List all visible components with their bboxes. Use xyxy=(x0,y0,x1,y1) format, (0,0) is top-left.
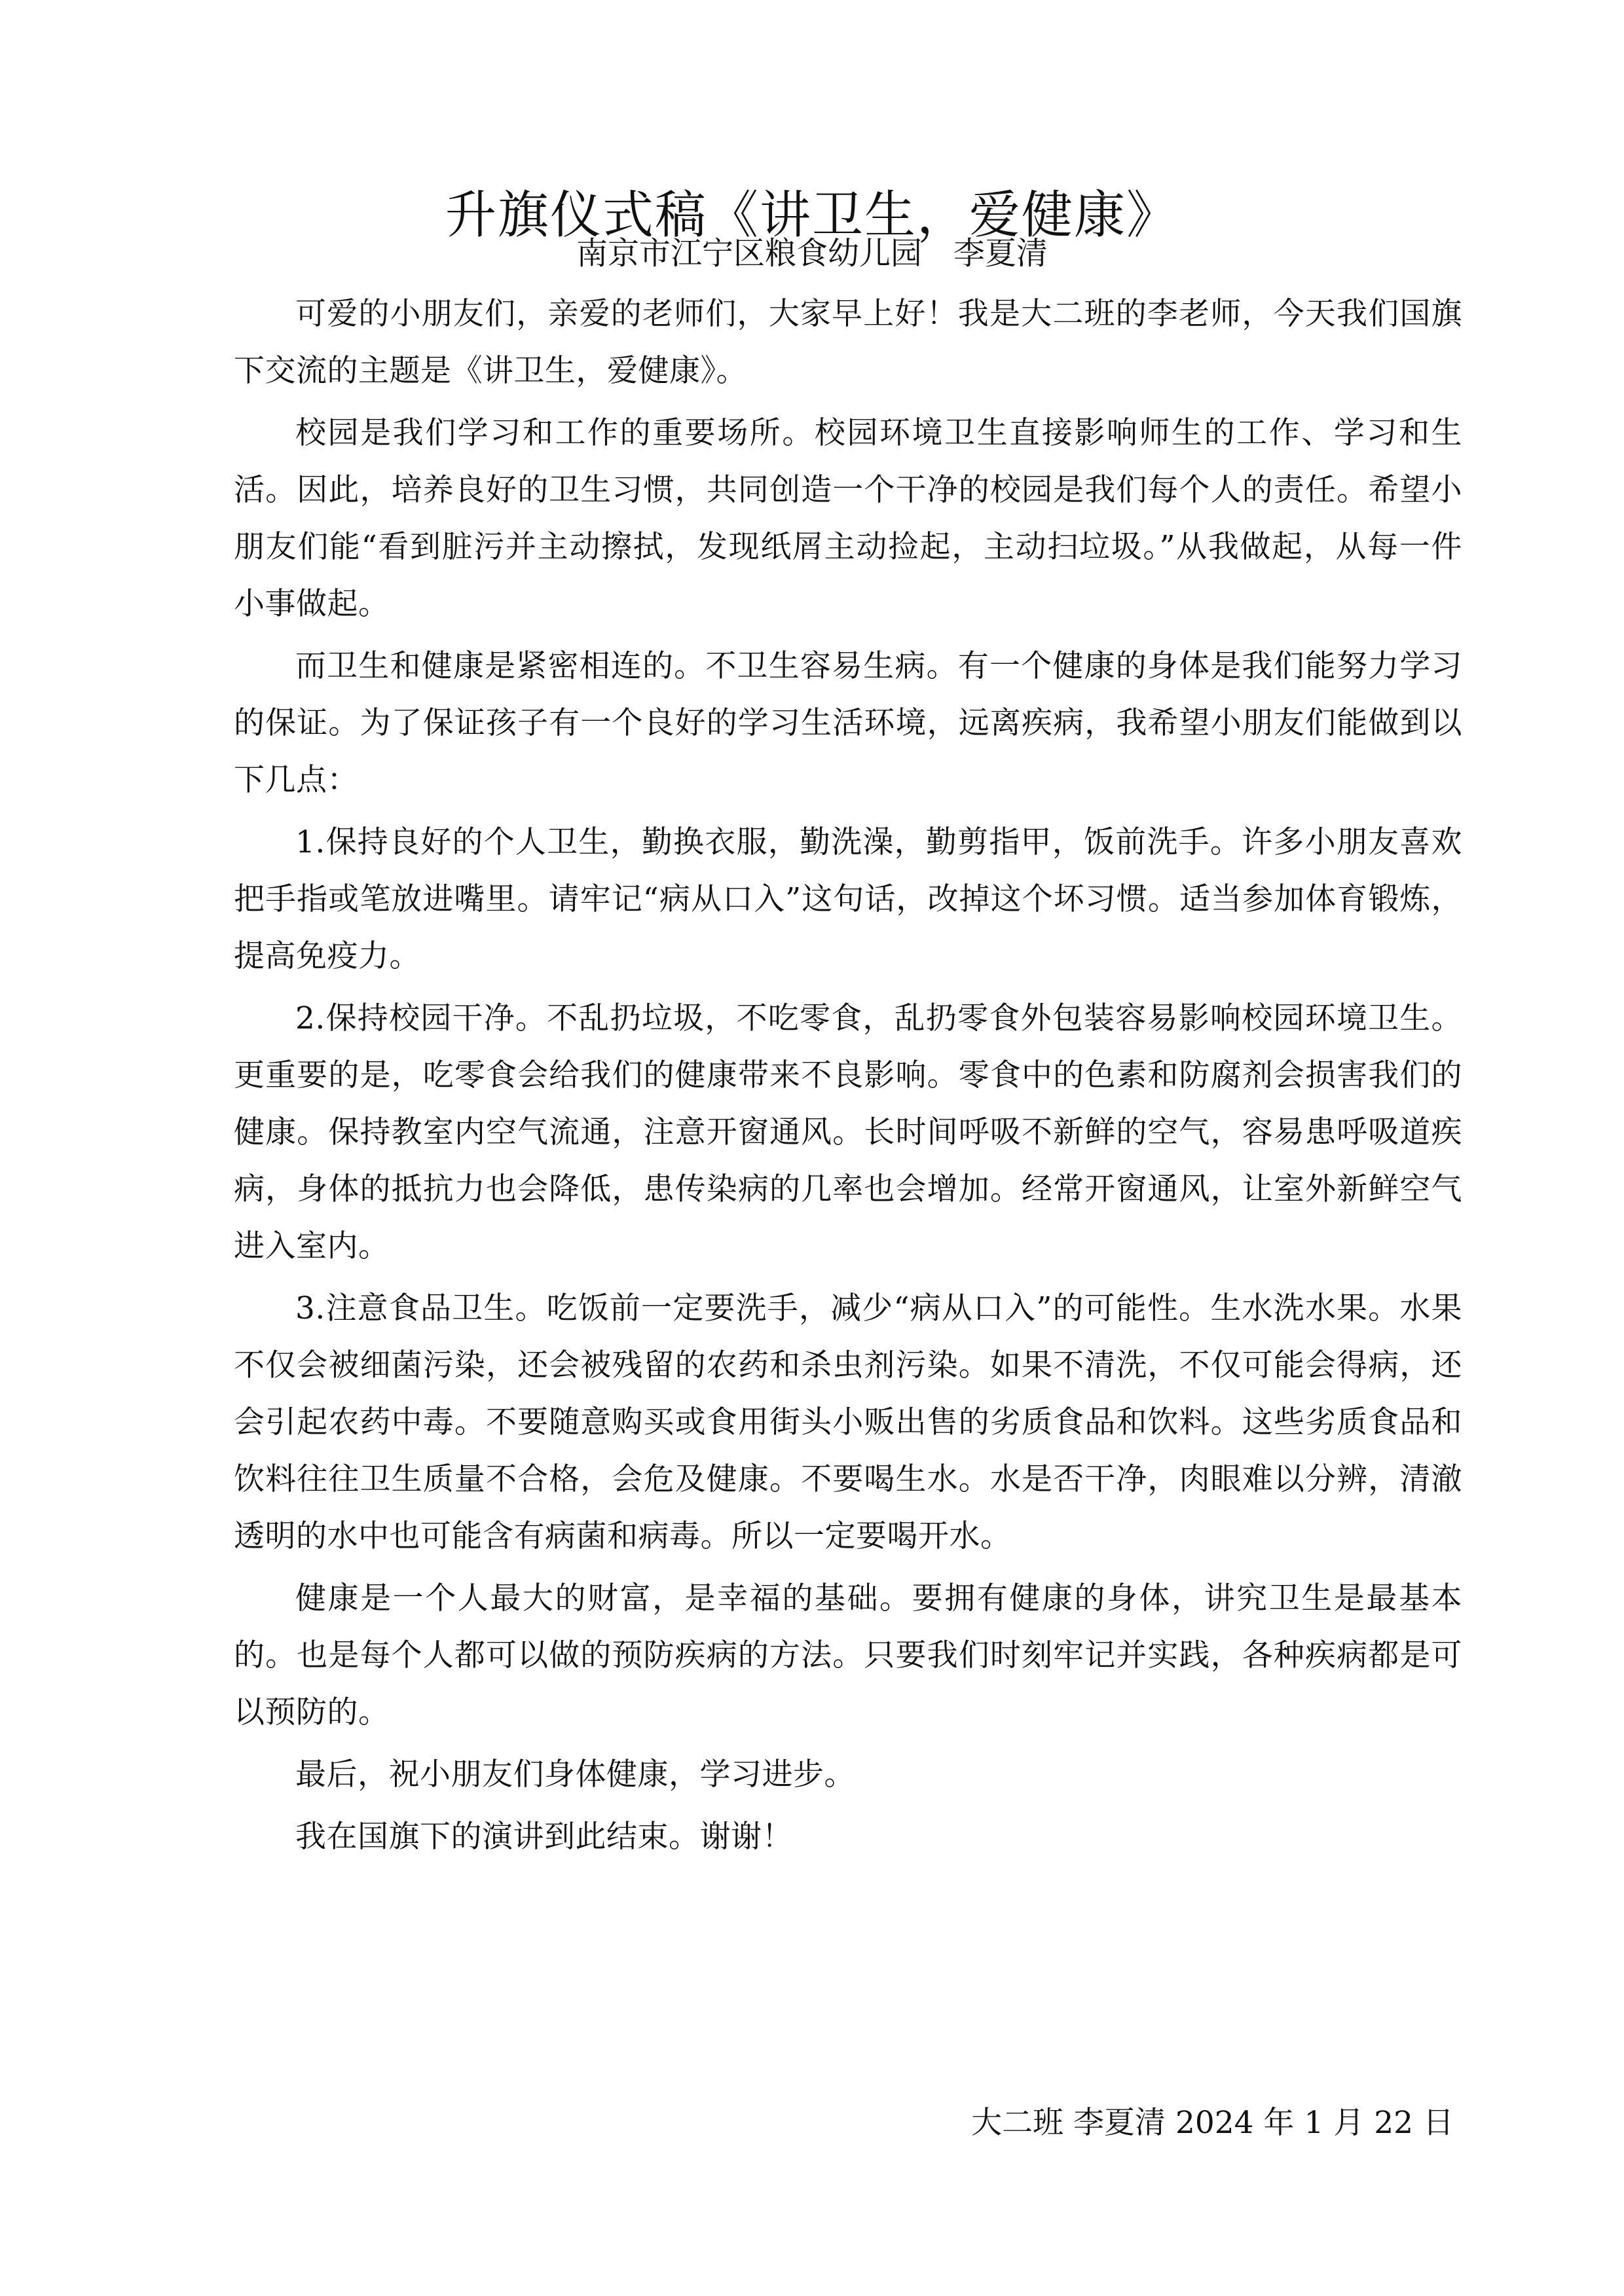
document-title: 升旗仪式稿《讲卫生，爱健康》 xyxy=(445,186,1179,246)
paragraph-health: 而卫生和健康是紧密相连的。不卫生容易生病。有一个健康的身体是我们能努力学习的保证。为了保证孩子有一个良好的学习生活环境，远离疾病，我希望小朋友们能做到以下几点： xyxy=(234,648,1462,798)
paragraph-closing: 我在国旗下的演讲到此结束。谢谢！ xyxy=(295,1819,793,1855)
paragraph-point-3: 3.注意食品卫生。吃饭前一定要洗手，减少“病从口入”的可能性。生水洗水果。水果不仅会被细菌污染，还会被残留的农药和杀虫剂污染。如果不清洗，不仅可能会得病，还会引起农药中毒。不要随意购买或食用街头小贩出售的劣质食品和饮料。这些劣质食品和饮料往往卫生质量不合格，会危及健康。不要喝生水。水是否干净，肉眼难以分辨，清澈透明的水中也可能含有病菌和病毒。所以一定要喝开水。 xyxy=(234,1290,1462,1554)
paragraph-point-1: 1.保持良好的个人卫生，勤换衣服，勤洗澡，勤剪指甲，饭前洗手。许多小朋友喜欢把手指或笔放进嘴里。请牢记“病从口入”这句话，改掉这个坏习惯。适当参加体育锻炼，提高免疫力。 xyxy=(234,824,1462,974)
paragraph-point-2: 2.保持校园干净。不乱扔垃圾，不吃零食，乱扔零食外包装容易影响校园环境卫生。更重要的是，吃零食会给我们的健康带来不良影响。零食中的色素和防腐剂会损害我们的健康。保持教室内空气流通，注意开窗通风。长时间呼吸不新鲜的空气，容易患呼吸道疾病，身体的抵抗力也会降低，患传染病的几率也会增加。经常开窗通风，让室外新鲜空气进入室内。 xyxy=(234,1000,1462,1264)
document-body xyxy=(234,285,1462,1870)
paragraph-campus: 校园是我们学习和工作的重要场所。校园环境卫生直接影响师生的工作、学习和生活。因此，培养良好的卫生习惯，共同创造一个干净的校园是我们每个人的责任。希望小朋友们能“看到脏污并主动擦拭，发现纸屑主动捡起，主动扫垃圾。”从我做起，从每一件小事做起。 xyxy=(234,415,1462,622)
paragraph-wishes: 最后，祝小朋友们身体健康，学习进步。 xyxy=(295,1757,855,1793)
paragraph-summary: 健康是一个人最大的财富，是幸福的基础。要拥有健康的身体，讲究卫生是最基本的。也是每个人都可以做的预防疾病的方法。只要我们时刻牢记并实践，各种疾病都是可以预防的。 xyxy=(234,1580,1462,1730)
document-author-line: 南京市江宁区粮食幼儿园 李夏清 xyxy=(576,235,1048,272)
paragraph-greeting: 可爱的小朋友们，亲爱的老师们，大家早上好！我是大二班的李老师，今天我们国旗下交流的主题是《讲卫生，爱健康》。 xyxy=(234,296,1462,389)
signature-date: 大二班 李夏清 2024 年 1 月 22 日 xyxy=(971,2105,1454,2141)
